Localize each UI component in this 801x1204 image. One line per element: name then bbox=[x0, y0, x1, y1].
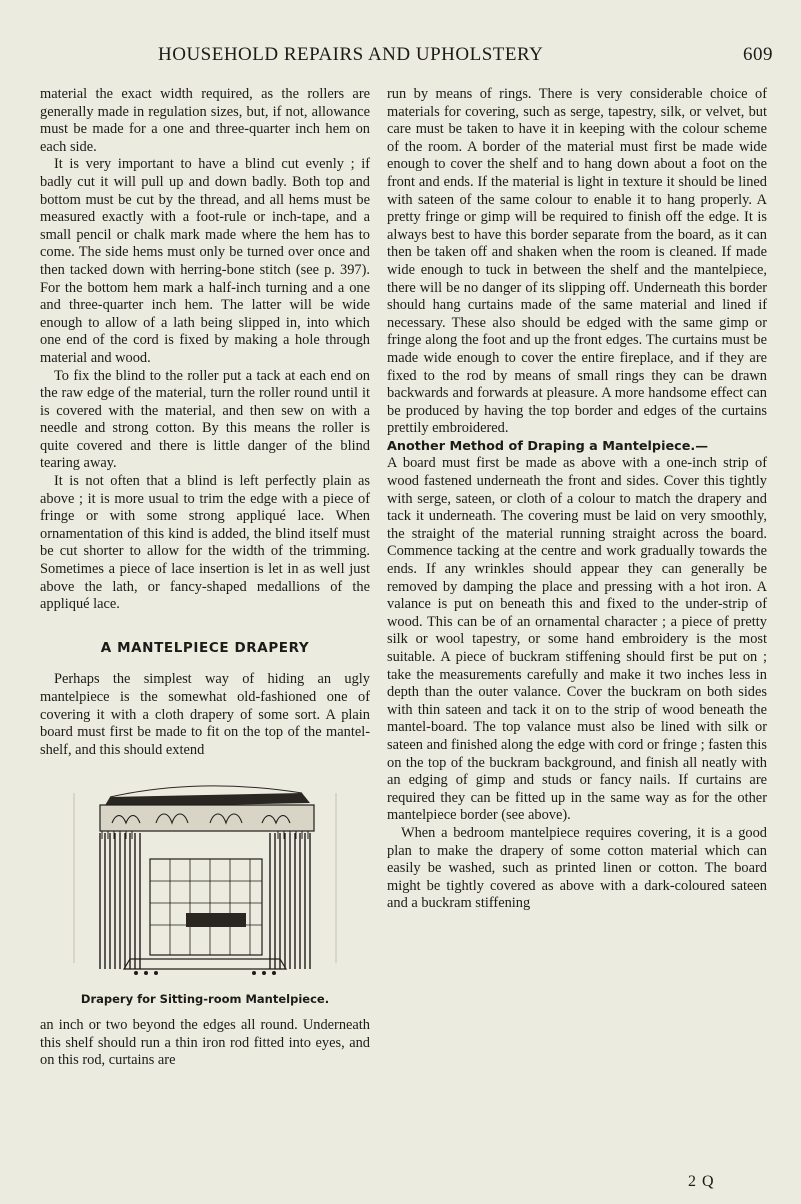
running-head-title: HOUSEHOLD REPAIRS AND UPHOLSTERY bbox=[158, 44, 544, 65]
run-in-heading: Another Method of Draping a Mantelpiece.— bbox=[387, 438, 709, 454]
running-head bbox=[40, 44, 773, 70]
paragraph: It is very important to have a blind cut evenly ; if badly cut it will pull up and down badly. Both top and bottom must be cut by the thread, and all hems must be measured exactly with a foot-rule or inch-tape, and a small pencil or chalk mark made where the hem has to come. The side hems must only be turned over once and then tacked down with herring-bone stitch (see p. 397). For the bottom hem mark a half-inch turning and a one and three-quarter inch hem. The latter will be wide enough to allow of a lath being slipped in, into which one end of the cord is fixed by making a hole through material and wood. bbox=[40, 156, 370, 366]
paragraph: material the exact width required, as the rollers are generally made in regulation sizes, but, if not, allowance must be made for a one and three-quarter inch hem on each side. bbox=[40, 86, 370, 155]
page-number: 609 bbox=[743, 44, 773, 65]
paragraph: To fix the blind to the roller put a tack at each end on the raw edge of the material, turn the roller round until it is covered with the material, and then sew on with a needle and strong cotton. By this means the roller is quite covered and there is little danger of the blind tearing away. bbox=[40, 367, 370, 472]
paragraph: run by means of rings. There is very considerable choice of materials for covering, such as serge, tapestry, silk, or velvet, but care must be taken to have it in keeping with the colour scheme of the room. A border of the material must first be made wide enough to cover the shelf and to hang down about a foot on the front and ends. If the material is light in texture it should be lined with sateen of the same colour to enable it to hang properly. A pretty fringe or gimp will be required to finish off the edge. It is always best to have this border separate from the board, as it can then be taken off and shaken when the room is cleaned. If made wide enough to tuck in between the shelf and the mantelpiece, there will be no danger of its slipping off. Underneath this border should hang curtains made of the same material and lined if necessary. These also should be edged with the same gimp or fringe along the foot and up the front edges. The curtains must be made wide enough to cover the entire fireplace, and if they are fixed to the rod by means of small rings they can be drawn backwards and forwards at pleasure. A more handsome effect can be produced by having the top border and edges of the curtains prettily embroidered. bbox=[387, 86, 767, 437]
right-column bbox=[387, 86, 767, 913]
paragraph: When a bedroom mantelpiece requires covering, it is a good plan to make the drapery of some cotton material which can easily be washed, such as printed linen or cotton. The board might be tightly covered as above with a dark-coloured sateen and a buckram stiffening bbox=[387, 824, 767, 912]
mantelpiece-drapery-drawing bbox=[70, 773, 340, 987]
paragraph: A board must first be made as above with a one-inch strip of wood fastened underneath the front and sides. Cover this tightly with serge, sateen, or cloth of a colour to match the drapery and tack it underneath. The covering must be laid on very smoothly, the straight of the material running straight across the board. Commence tacking at the centre and work gradually towards the ends. If any wrinkles should appear they can generally be removed by damping the place and pressing with a hot iron. A valance is put on beneath this and fixed to the under-strip of wood. This can be of an ornamental character ; a piece of pretty silk or wool tapestry, or some hand embroidery is the most suitable. A piece of buckram stiffening should first be put on ; take the measurements carefully and make it two inches less in depth than the outer valance. Cover the buckram on both sides with thin sateen and tack it on to the strip of wood beneath the mantel-board. The top valance must also be lined with silk or sateen and finished along the edge with cord or fringe ; fasten this on the top of the buckram background, and finish all neatly with an edging of gimp and studs or fancy nails. If curtains are required they can be fitted up in the same way as for the other mantelpiece border (see above). bbox=[387, 455, 767, 824]
mantelpiece-illustration bbox=[40, 773, 370, 987]
section-heading: A MANTELPIECE DRAPERY bbox=[100, 639, 310, 656]
figure-caption: Drapery for Sitting-room Mantelpiece. bbox=[80, 992, 330, 1007]
signature-mark: 2 Q bbox=[688, 1173, 715, 1190]
paragraph: It is not often that a blind is left perfectly plain as above ; it is more usual to trim the edge with a piece of fringe or with some strong appliqué lace. When ornamentation of this kind is added, the blind itself must be cut shorter to allow for the width of the trimming. Sometimes a piece of lace insertion is let in as well just above the lath, or fancy-shaped medallions of the appliqué lace. bbox=[40, 473, 370, 613]
paragraph: Perhaps the simplest way of hiding an ugly mantelpiece is the somewhat old-fashioned one of covering it with a cloth drapery of some sort. A plain board must first be made to fit on the top of the mantel-shelf, and this should extend bbox=[40, 671, 370, 758]
paragraph: an inch or two beyond the edges all round. Underneath this shelf should run a thin iron rod fitted into eyes, and on this rod, curtains are bbox=[40, 1016, 370, 1069]
left-column bbox=[40, 86, 370, 1070]
